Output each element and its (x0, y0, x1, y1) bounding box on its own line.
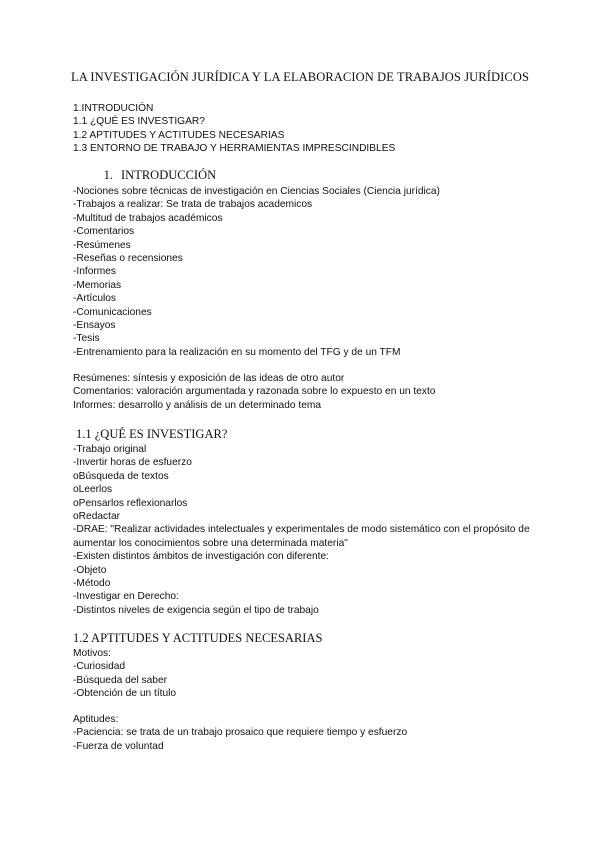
document-title: LA INVESTIGACIÓN JURÍDICA Y LA ELABORACION DE TRABAJOS JURÍDICOS (70, 70, 530, 84)
toc-item: 1.INTRODUCIÓN (73, 103, 154, 114)
definition-item: Comentarios: valoración argumentada y razonada sobre lo expuesto en un texto (73, 386, 436, 398)
list-item: -Fuerza de voluntad (73, 740, 164, 752)
list-item: -Invertir horas de esfuerzo (73, 457, 192, 469)
section-1-definitions (73, 372, 533, 412)
list-item: -Paciencia: se trata de un trabajo prosaico que requiere tiempo y esfuerzo (73, 727, 408, 739)
list-item: oLeerlos (73, 484, 113, 496)
list-item: -Multitud de trabajos académicos (73, 212, 223, 224)
list-item: oBúsqueda de textos (73, 470, 169, 482)
list-item: -Método (73, 578, 111, 590)
list-item: -Obtención de un título (73, 688, 177, 700)
list-item: -Reseñas o recensiones (73, 253, 183, 265)
section-1-title: INTRODUCCIÓN (121, 168, 217, 182)
list-item: -Búsqueda del saber (73, 674, 168, 686)
definition-item: Informes: desarrollo y análisis de un determinado tema (73, 399, 322, 411)
section-1-2-heading: 1.2 APTITUDES Y ACTITUDES NECESARIAS (73, 631, 323, 645)
list-item: -Comentarios (73, 226, 135, 238)
list-item: -Curiosidad (73, 661, 126, 673)
section-1-1-list (73, 443, 533, 617)
section-1-2-aptitudes (73, 713, 533, 753)
list-item: -Trabajo original (73, 444, 147, 455)
toc-item: 1.1 ¿QUÉ ES INVESTIGAR? (73, 116, 205, 128)
list-item: -Nociones sobre técnicas de investigación en Ciencias Sociales (Ciencia jurídica) (73, 186, 440, 197)
list-item: -Informes (73, 266, 117, 278)
list-item: -Comunicaciones (73, 306, 152, 318)
section-1-list (73, 185, 533, 359)
list-item: -Objeto (73, 564, 107, 576)
section-1-1-heading: 1.1 ¿QUÉ ES INVESTIGAR? (76, 427, 228, 441)
section-1-heading (73, 168, 216, 183)
toc-item: 1.3 ENTORNO DE TRABAJO Y HERRAMIENTAS IMPRESCINDIBLES (73, 143, 396, 155)
list-item: -Artículos (73, 293, 117, 305)
list-item: -Distintos niveles de exigencia según el tipo de trabajo (73, 604, 319, 616)
list-item: oRedactar (73, 511, 121, 523)
list-item: -Trabajos a realizar: Se trata de trabajos academicos (73, 199, 313, 211)
list-item: -Tesis (73, 333, 100, 345)
list-item: -Investigar en Derecho: (73, 591, 179, 603)
list-item: -Memorias (73, 279, 122, 291)
section-1-2-motivos (73, 647, 533, 701)
subsection-label: Aptitudes: (73, 714, 119, 725)
section-1-number: 1. (103, 168, 113, 182)
list-item: -Existen distintos ámbitos de investigación con diferente: (73, 551, 329, 563)
list-item: -Resúmenes (73, 239, 131, 251)
definition-item: Resúmenes: síntesis y exposición de las ideas de otro autor (73, 373, 345, 384)
table-of-contents (73, 102, 533, 156)
list-item: oPensarlos reflexionarlos (73, 497, 188, 509)
list-item: -DRAE: "Realizar actividades intelectuales y experimentales de modo sistemático con el propósito de aumentar los conocimientos sobre una determinada materia" (73, 524, 530, 549)
list-item: -Ensayos (73, 320, 116, 332)
subsection-label: Motivos: (73, 648, 111, 659)
list-item: -Entrenamiento para la realización en su momento del TFG y de un TFM (73, 346, 401, 358)
toc-item: 1.2 APTITUDES Y ACTITUDES NECESARIAS (73, 129, 285, 141)
